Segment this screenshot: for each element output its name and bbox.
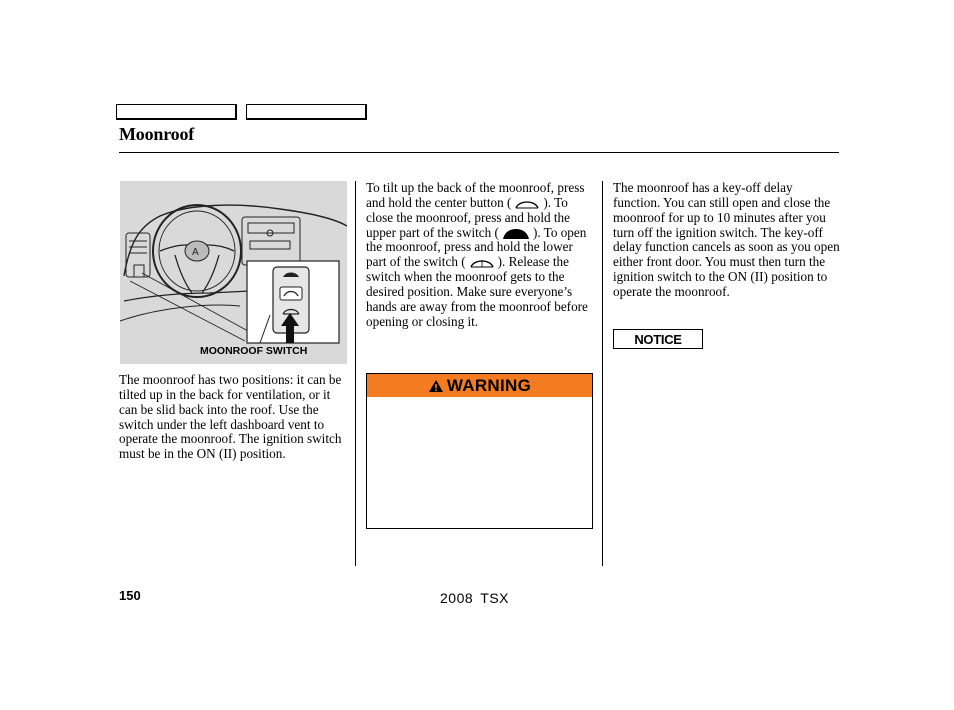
nav-tab-2[interactable]	[246, 104, 367, 120]
warning-triangle-icon	[428, 379, 444, 393]
moonroof-tilt-icon	[513, 198, 541, 210]
intro-paragraph: The moonroof has two positions: it can be tilted up in the back for ventilation, or it can be slid back into the roof. Use the switch under the left dashboard vent to operate the moonroof. The ignition switch must be in the ON (II) position.	[119, 372, 342, 462]
warning-label: WARNING	[446, 375, 532, 395]
key-off-delay-paragraph: The moonroof has a key-off delay function. You can still open and close the moonroof for up to 10 minutes after you turn off the ignition switch. The key-off delay function cancels as soon as you open either front door. You must then turn the ignition switch to the ON (II) position to operate the moonroof.	[613, 180, 840, 299]
notice-label: NOTICE	[634, 331, 682, 347]
notice-badge	[613, 329, 703, 349]
nav-tab-1[interactable]	[116, 104, 237, 120]
page-title: Moonroof	[119, 124, 195, 144]
svg-text:A: A	[192, 247, 199, 258]
steering-wheel-icon	[120, 181, 347, 364]
warning-box	[366, 373, 593, 529]
moonroof-close-icon	[501, 228, 531, 240]
tilt-instructions: To tilt up the back of the moonroof, press and hold the center button ( ). To close the moonroof, press and hold the upper part of the switch ( ). To open the moonroof, press and hold the lower part of the switch ( ). Release the switch when the moonroof gets to the desired position. Make sure everyone’s hands are away from the moonroof before opening or closing it.	[366, 180, 588, 329]
figure-caption: MOONROOF SWITCH	[200, 345, 308, 357]
moonroof-open-icon	[468, 257, 496, 269]
column-divider-1	[355, 181, 356, 566]
page-number: 150	[119, 588, 141, 603]
column-divider-2	[602, 181, 603, 566]
dashboard-illustration	[120, 181, 347, 364]
warning-header	[367, 374, 592, 397]
footer-model: 2008 TSX	[440, 590, 510, 606]
title-rule	[119, 152, 839, 153]
